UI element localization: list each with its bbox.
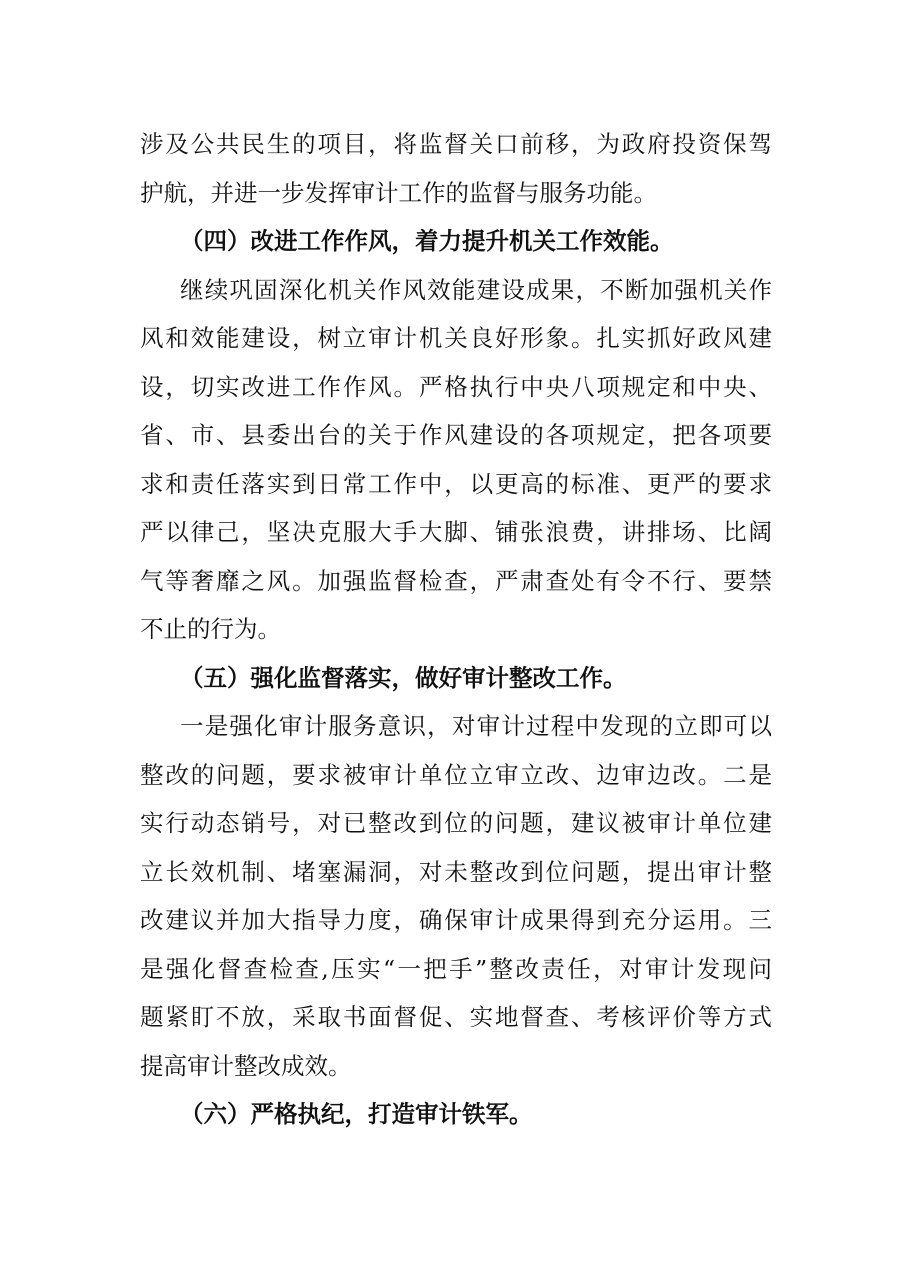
text-line: 不止的行为。 bbox=[140, 615, 281, 643]
section-heading-6: （六）严格执纪，打造审计铁军。 bbox=[180, 1100, 533, 1128]
section-heading-4: （四）改进工作作风，着力提升机关工作效能。 bbox=[180, 227, 674, 255]
text-line: 设，切实改进工作作风。严格执行中央八项规定和中央、 bbox=[140, 372, 772, 401]
document-page bbox=[140, 120, 772, 1139]
text-line: 风和效能建设，树立审计机关良好形象。扎实抓好政风建 bbox=[140, 324, 772, 352]
paragraph-section-4 bbox=[140, 266, 772, 654]
text-line: 省、市、县委出台的关于作风建设的各项规定，把各项要 bbox=[140, 421, 772, 449]
text-line: 求和责任落实到日常工作中，以更高的标准、更严的要求 bbox=[140, 469, 772, 498]
text-line: 护航，并进一步发挥审计工作的监督与服务功能。 bbox=[140, 178, 657, 207]
text-line: 题紧盯不放，采取书面督促、实地督查、考核评价等方式 bbox=[140, 1003, 772, 1031]
text-line: 改建议并加大指导力度，确保审计成果得到充分运用。三 bbox=[140, 906, 772, 934]
text-line: 一是强化审计服务意识，对审计过程中发现的立即可以 bbox=[180, 712, 772, 740]
text-line: 提高审计整改成效。 bbox=[140, 1051, 352, 1080]
text-line: 实行动态销号，对已整改到位的问题，建议被审计单位建 bbox=[140, 809, 772, 837]
text-line: 气等奢靡之风。加强监督检查，严肃查处有令不行、要禁 bbox=[140, 566, 772, 595]
paragraph-section-5 bbox=[140, 702, 772, 1090]
paragraph-continuation bbox=[140, 120, 772, 217]
section-heading-5: （五）强化监督落实，做好审计整改工作。 bbox=[180, 663, 627, 692]
text-line: 涉及公共民生的项目，将监督关口前移，为政府投资保驾 bbox=[140, 130, 772, 158]
text-line: 严以律己，坚决克服大手大脚、铺张浪费，讲排场、比阔 bbox=[140, 518, 772, 546]
text-line: 是强化督查检查,压实“一把手”整改责任，对审计发现问 bbox=[140, 954, 772, 983]
text-line: 立长效机制、堵塞漏洞，对未整改到位问题，提出审计整 bbox=[140, 857, 772, 886]
text-line: 整改的问题，要求被审计单位立审立改、边审边改。二是 bbox=[140, 760, 772, 789]
text-line: 继续巩固深化机关作风效能建设成果，不断加强机关作 bbox=[180, 275, 772, 304]
